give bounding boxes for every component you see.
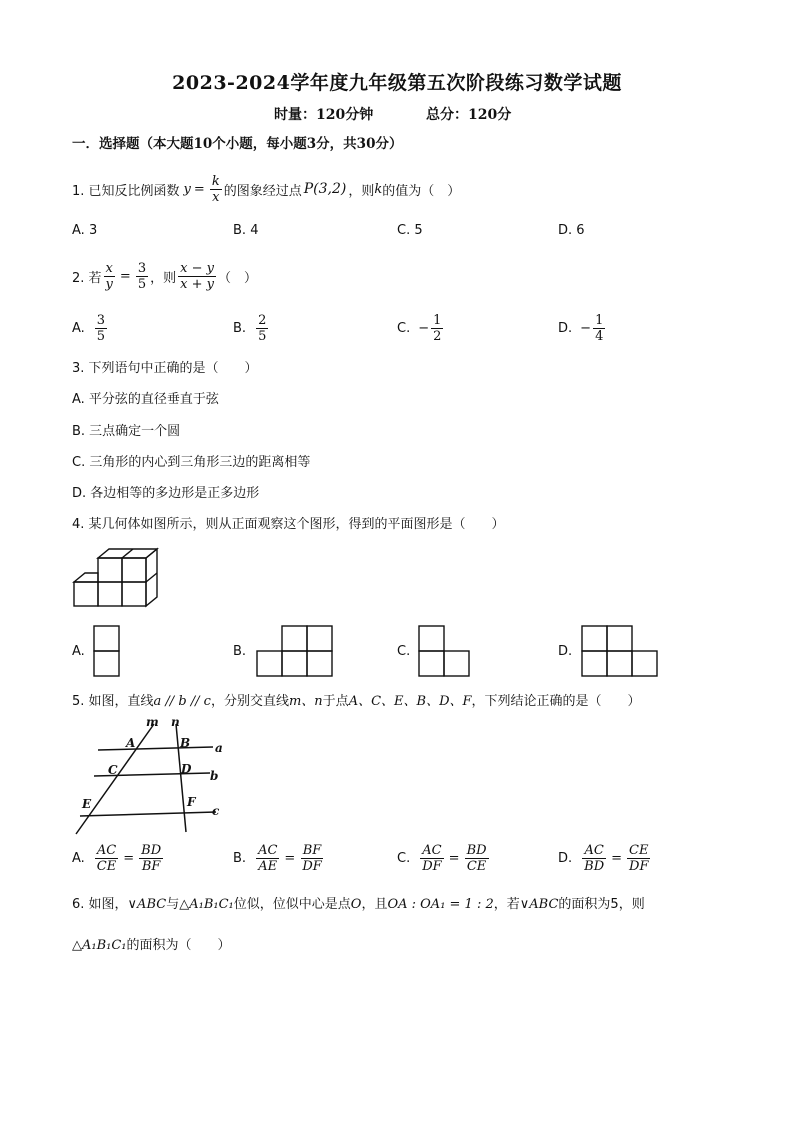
q5-label-a-line: a [215, 741, 223, 755]
q1-tail: 的值为（ ） [382, 183, 461, 199]
question-6: 6. 如图，∨ABC与△A₁B₁C₁位似，位似中心是点O，且OA : OA₁ = 1 : 2，若∨ABC的面积为5，则 [72, 897, 645, 912]
time-label: 时量：120分钟 [274, 107, 374, 123]
q3-option-c: C. 三角形的内心到三角形三边的距离相等 [72, 455, 311, 470]
q1-func-eq: = [193, 181, 205, 197]
q1-pre: 1. 已知反比例函数 [72, 183, 180, 199]
q2-option-c: C. − $\frac{1}{2}$ [397, 312, 442, 344]
q4-option-d-label: D. [558, 644, 573, 659]
q1-option-d: D. 6 [558, 223, 585, 238]
q4-solid-figure [70, 544, 166, 610]
q3-option-b: B. 三点确定一个圆 [72, 424, 181, 439]
q2-pre: 2. 若 [72, 270, 102, 286]
q5-label-b-point: B [180, 736, 191, 750]
q4-option-a-label: A. [72, 644, 85, 659]
question-6-line-2: △A₁B₁C₁的面积为（ ） [72, 938, 231, 953]
q1-option-b: B. 4 [233, 223, 259, 238]
question-2: 2. 若 $\frac{x}{y}$ = $\frac{3}{5}$ ，则 $\frac{x - y}{x + y}$ （ ） [72, 260, 257, 292]
q2-fraction-expression: $\frac{x - y}{x + y}$ [180, 260, 214, 292]
q1-var: k [374, 181, 383, 197]
q4-option-b-label: B. [233, 644, 247, 659]
q4-option-c-label: C. [397, 644, 411, 659]
q1-func-den: x [212, 189, 220, 205]
q5-option-a: A. $\frac{AC}{CE}$ = $\frac{BD}{BF}$ [72, 842, 162, 874]
q5-label-b-line: b [210, 769, 219, 783]
q2-option-a: A. $\frac{3}{5}$ [72, 312, 106, 344]
q1-post: ，则 [348, 183, 375, 199]
q5-label-a-point: A [126, 736, 136, 750]
q2-mid: ，则 [150, 270, 177, 286]
q1-func-lhs: y [183, 181, 191, 197]
q5-option-d: D. $\frac{AC}{BD}$ = $\frac{CE}{DF}$ [558, 842, 649, 874]
question-3: 3. 下列语句中正确的是（ ） [72, 361, 258, 376]
q1-point: P(3,2) [303, 181, 347, 197]
q5-label-n: n [171, 715, 180, 729]
q4-option-c-figure [418, 625, 472, 677]
q5-option-c: C. $\frac{AC}{DF}$ = $\frac{BD}{CE}$ [397, 842, 487, 874]
q4-option-d-figure [581, 625, 659, 677]
q2-option-b: B. $\frac{2}{5}$ [233, 312, 267, 344]
q2-fraction-35: $\frac{3}{5}$ [137, 260, 147, 292]
q1-option-a: A. 3 [72, 223, 98, 238]
q1-mid: 的图象经过点 [223, 183, 302, 199]
q5-label-d-point: D [181, 762, 192, 776]
q2-option-d: D. − $\frac{1}{4}$ [558, 312, 604, 344]
question-5: 5. 如图，直线a // b // c，分别交直线m、n于点A、C、E、B、D、F，下列结论正确的是（ ） [72, 694, 641, 709]
q3-option-a: A. 平分弦的直径垂直于弦 [72, 392, 219, 407]
q3-option-d: D. 各边相等的多边形是正多边形 [72, 486, 260, 501]
score-label: 总分：120分 [426, 107, 512, 123]
q2-tail: （ ） [217, 270, 257, 286]
question-4: 4. 某几何体如图所示，则从正面观察这个图形，得到的平面图形是（ ） [72, 517, 505, 532]
section-heading: 一．选择题（本大题10个小题，每小题3分，共30分） [72, 136, 403, 152]
q5-option-b: B. $\frac{AC}{AE}$ = $\frac{BF}{DF}$ [233, 842, 322, 874]
q5-label-c-point: C [108, 763, 118, 777]
q2-fraction-xy: $\frac{x}{y}$ [105, 260, 113, 292]
page-title: 2023-2024学年度九年级第五次阶段练习数学试题 [172, 72, 622, 94]
q5-parallel-lines: a // b // c [153, 694, 211, 709]
q5-label-m: m [146, 715, 159, 729]
q5-label-f-point: F [187, 795, 196, 809]
q5-label-c-line: c [212, 804, 220, 818]
q5-parallel-lines-figure [70, 714, 230, 836]
q5-label-e-point: E [82, 797, 92, 811]
question-1 [72, 166, 460, 212]
q4-option-b-figure [256, 625, 334, 677]
q1-func-num: k [211, 173, 220, 189]
q1-func-fraction [210, 174, 222, 205]
q1-option-c: C. 5 [397, 223, 423, 238]
q4-option-a-figure [93, 625, 121, 677]
